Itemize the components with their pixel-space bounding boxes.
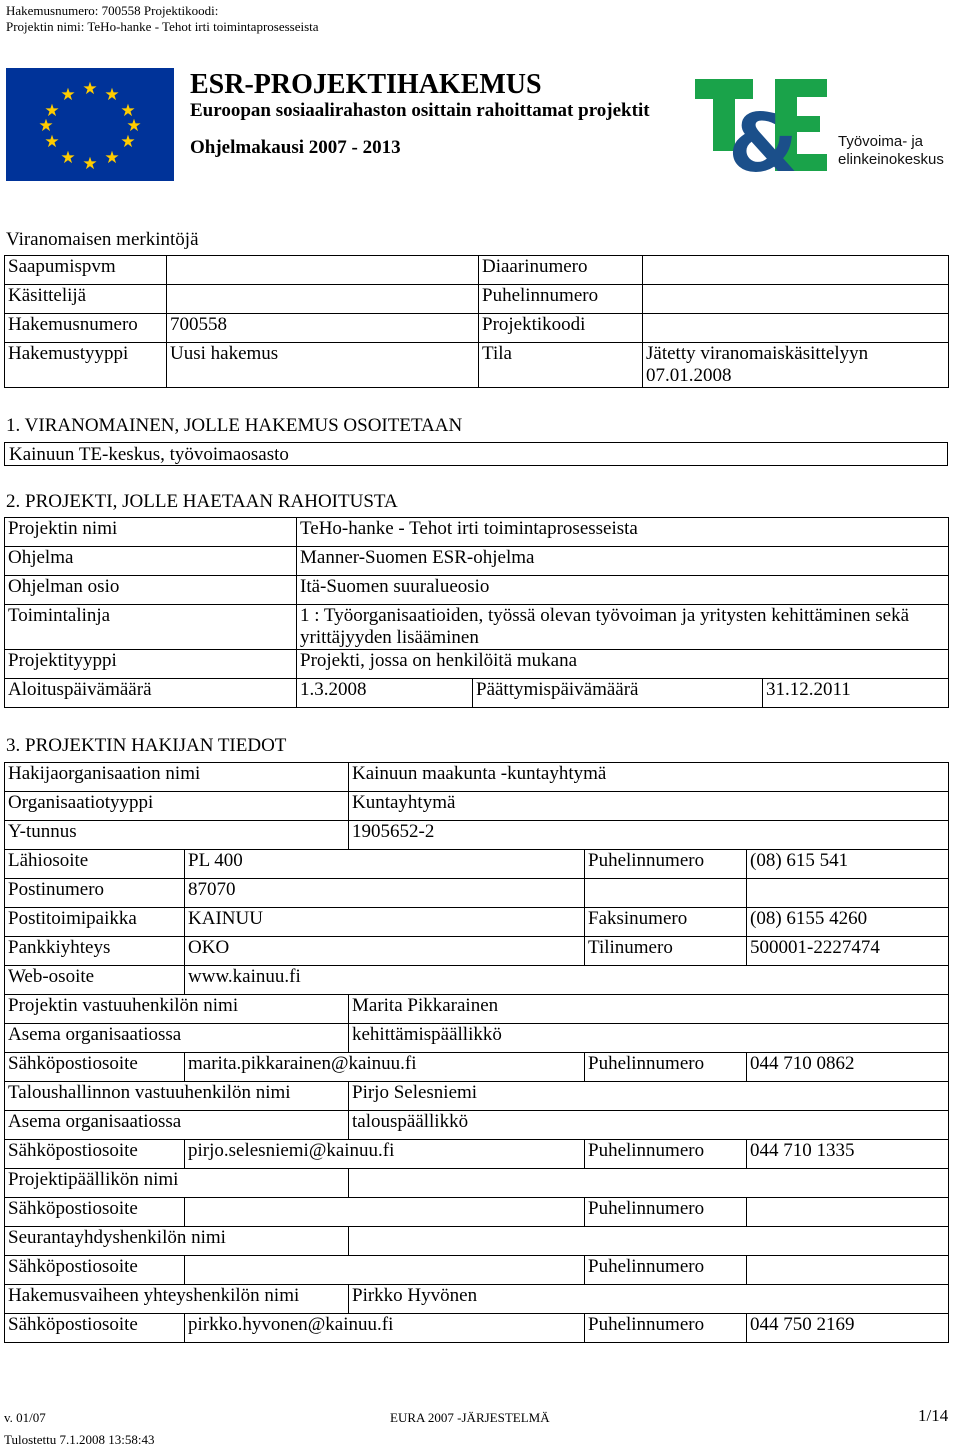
puhelinnumero-label: Puhelinnumero [585, 1140, 747, 1169]
seurantayhdyshenkilo-value [349, 1227, 949, 1256]
puhelinnumero-value [747, 1198, 949, 1227]
tila-value: Jätetty viranomaiskäsittelyyn 07.01.2008 [643, 343, 949, 388]
empty-label [585, 879, 747, 908]
projektikoodi-value [643, 314, 949, 343]
table-row [5, 995, 949, 1024]
projektikoodi-label: Projektikoodi [479, 314, 643, 343]
hakemusnumero-label: Hakemusnumero [5, 314, 167, 343]
aloituspaivamaara-label: Aloituspäivämäärä [5, 679, 297, 708]
program-period: Ohjelmakausi 2007 - 2013 [190, 137, 401, 158]
puhelinnumero-value: 044 710 0862 [747, 1053, 949, 1082]
saapumispvm-value [167, 256, 479, 285]
table-row [5, 1169, 949, 1198]
diaarinumero-label: Diaarinumero [479, 256, 643, 285]
authority-table [4, 255, 949, 388]
lahiosoite-label: Lähiosoite [5, 850, 185, 879]
applicant-table [4, 762, 949, 1343]
table-row [5, 879, 949, 908]
table-row [5, 518, 949, 547]
ohjelma-label: Ohjelma [5, 547, 297, 576]
table-row [5, 792, 949, 821]
web-osoite-label: Web-osoite [5, 966, 185, 995]
header-line-1: Hakemusnumero: 700558 Projektikoodi: [6, 3, 219, 18]
table-row [5, 605, 949, 650]
footer-page-number: 1/14 [918, 1406, 949, 1425]
footer-printed: Tulostettu 7.1.2008 13:58:43 [4, 1432, 155, 1447]
sahkoposti-value [185, 1256, 585, 1285]
kasittelija-label: Käsittelijä [5, 285, 167, 314]
section-2-heading: 2. PROJEKTI, JOLLE HAETAAN RAHOITUSTA [6, 491, 398, 512]
sahkoposti-label: Sähköpostiosoite [5, 1140, 185, 1169]
table-row [5, 1314, 949, 1343]
table-row [5, 285, 949, 314]
svg-text:★: ★ [104, 148, 120, 168]
sahkoposti-label: Sähköpostiosoite [5, 1314, 185, 1343]
authority-heading: Viranomaisen merkintöjä [6, 229, 199, 250]
footer-version: v. 01/07 [4, 1410, 46, 1425]
sahkoposti-label: Sähköpostiosoite [5, 1256, 185, 1285]
projektityyppi-label: Projektityyppi [5, 650, 297, 679]
puhelinnumero-label: Puhelinnumero [479, 285, 643, 314]
hakemusvaihe-value: Pirkko Hyvönen [349, 1285, 949, 1314]
tilinumero-label: Tilinumero [585, 937, 747, 966]
header-line-2: Projektin nimi: TeHo-hanke - Tehot irti toimintaprosesseista [6, 19, 319, 34]
organisaatiotyyppi-value: Kuntayhtymä [349, 792, 949, 821]
table-row [5, 1024, 949, 1053]
projektin-nimi-value: TeHo-hanke - Tehot irti toimintaprosesseista [297, 518, 949, 547]
hakemustyyppi-label: Hakemustyyppi [5, 343, 167, 388]
web-osoite-value: www.kainuu.fi [185, 966, 949, 995]
postinumero-label: Postinumero [5, 879, 185, 908]
table-row [5, 821, 949, 850]
table-row [5, 256, 949, 285]
table-row [5, 1256, 949, 1285]
taloushallinto-label: Taloushallinnon vastuuhenkilön nimi [5, 1082, 349, 1111]
y-tunnus-value: 1905652-2 [349, 821, 949, 850]
svg-text:★: ★ [60, 148, 76, 168]
table-row [5, 1111, 949, 1140]
puhelinnumero-label: Puhelinnumero [585, 850, 747, 879]
section-3-heading: 3. PROJEKTIN HAKIJAN TIEDOT [6, 735, 287, 756]
taloushallinto-value: Pirjo Selesniemi [349, 1082, 949, 1111]
svg-text:★: ★ [104, 85, 120, 105]
puhelinnumero-label: Puhelinnumero [585, 1053, 747, 1082]
table-row [5, 1082, 949, 1111]
svg-text:★: ★ [120, 101, 136, 121]
svg-text:★: ★ [82, 154, 98, 174]
paattymispaivamaara-value: 31.12.2011 [763, 679, 949, 708]
svg-text:&: & [728, 97, 798, 179]
table-row [5, 547, 949, 576]
tila-label: Tila [479, 343, 643, 388]
puhelinnumero-value: (08) 615 541 [747, 850, 949, 879]
project-table [4, 517, 949, 708]
paattymispaivamaara-label: Päättymispäivämäärä [473, 679, 763, 708]
pankkiyhteys-value: OKO [185, 937, 585, 966]
eu-flag-logo [6, 68, 174, 181]
vastuuhenkilo-label: Projektin vastuuhenkilön nimi [5, 995, 349, 1024]
hakemustyyppi-value: Uusi hakemus [167, 343, 479, 388]
document-title: ESR-PROJEKTIHAKEMUS [190, 69, 542, 100]
svg-text:★: ★ [44, 132, 60, 152]
ohjelma-value: Manner-Suomen ESR-ohjelma [297, 547, 949, 576]
sahkoposti-label: Sähköpostiosoite [5, 1198, 185, 1227]
toimintalinja-value: 1 : Työorganisaatioiden, työssä olevan työvoiman ja yritysten kehittäminen sekä yrittäjyyden lisääminen [297, 605, 949, 650]
aloituspaivamaara-value: 1.3.2008 [297, 679, 473, 708]
asema-value: talouspäällikkö [349, 1111, 949, 1140]
saapumispvm-label: Saapumispvm [5, 256, 167, 285]
table-row [5, 850, 949, 879]
table-row [5, 1053, 949, 1082]
asema-value: kehittämispäällikkö [349, 1024, 949, 1053]
table-row [5, 1140, 949, 1169]
hakemusnumero-value: 700558 [167, 314, 479, 343]
ohjelman-osio-value: Itä-Suomen suuralueosio [297, 576, 949, 605]
authority-name: Kainuun TE-keskus, työvoimaosasto [4, 442, 948, 466]
section-1-heading: 1. VIRANOMAINEN, JOLLE HAKEMUS OSOITETAAN [6, 415, 463, 436]
table-row [5, 937, 949, 966]
postitoimipaikka-value: KAINUU [185, 908, 585, 937]
svg-text:★: ★ [120, 132, 136, 152]
lahiosoite-value: PL 400 [185, 850, 585, 879]
table-row [5, 763, 949, 792]
puhelinnumero-value: 044 710 1335 [747, 1140, 949, 1169]
document-subtitle: Euroopan sosiaalirahaston osittain rahoittamat projektit [190, 100, 650, 121]
hakemusvaihe-label: Hakemusvaiheen yhteyshenkilön nimi [5, 1285, 349, 1314]
svg-text:★: ★ [126, 116, 142, 136]
seurantayhdyshenkilo-label: Seurantayhdyshenkilön nimi [5, 1227, 349, 1256]
puhelinnumero-value [747, 1256, 949, 1285]
y-tunnus-label: Y-tunnus [5, 821, 349, 850]
organisaatiotyyppi-label: Organisaatiotyyppi [5, 792, 349, 821]
table-row [5, 966, 949, 995]
diaarinumero-value [643, 256, 949, 285]
sahkoposti-value [185, 1198, 585, 1227]
sahkoposti-value: marita.pikkarainen@kainuu.fi [185, 1053, 585, 1082]
te-keskus-name: Työvoima- ja elinkeinokeskus [838, 133, 944, 168]
postinumero-value: 87070 [185, 879, 585, 908]
sahkoposti-label: Sähköpostiosoite [5, 1053, 185, 1082]
svg-text:★: ★ [60, 85, 76, 105]
faksinumero-label: Faksinumero [585, 908, 747, 937]
table-row [5, 1285, 949, 1314]
table-row [5, 343, 949, 388]
puhelinnumero-label: Puhelinnumero [585, 1314, 747, 1343]
hakijaorganisaatio-label: Hakijaorganisaation nimi [5, 763, 349, 792]
ohjelman-osio-label: Ohjelman osio [5, 576, 297, 605]
sahkoposti-value: pirkko.hyvonen@kainuu.fi [185, 1314, 585, 1343]
postitoimipaikka-label: Postitoimipaikka [5, 908, 185, 937]
empty-value [747, 879, 949, 908]
table-row [5, 1198, 949, 1227]
puhelinnumero-label: Puhelinnumero [585, 1256, 747, 1285]
sahkoposti-value: pirjo.selesniemi@kainuu.fi [185, 1140, 585, 1169]
puhelinnumero-label: Puhelinnumero [585, 1198, 747, 1227]
projektityyppi-value: Projekti, jossa on henkilöitä mukana [297, 650, 949, 679]
projektipaallikko-label: Projektipäällikön nimi [5, 1169, 349, 1198]
footer-system: EURA 2007 -JÄRJESTELMÄ [390, 1410, 550, 1425]
svg-text:★: ★ [44, 101, 60, 121]
asema-label: Asema organisaatiossa [5, 1111, 349, 1140]
projektin-nimi-label: Projektin nimi [5, 518, 297, 547]
tilinumero-value: 500001-2227474 [747, 937, 949, 966]
pankkiyhteys-label: Pankkiyhteys [5, 937, 185, 966]
table-row [5, 679, 949, 708]
svg-text:★: ★ [38, 116, 54, 136]
table-row [5, 314, 949, 343]
svg-text:★: ★ [82, 79, 98, 99]
toimintalinja-label: Toimintalinja [5, 605, 297, 650]
puhelinnumero-value: 044 750 2169 [747, 1314, 949, 1343]
table-row [5, 1227, 949, 1256]
table-row [5, 650, 949, 679]
puhelinnumero-value [643, 285, 949, 314]
kasittelija-value [167, 285, 479, 314]
faksinumero-value: (08) 6155 4260 [747, 908, 949, 937]
table-row [5, 908, 949, 937]
asema-label: Asema organisaatiossa [5, 1024, 349, 1053]
hakijaorganisaatio-value: Kainuun maakunta -kuntayhtymä [349, 763, 949, 792]
table-row [5, 576, 949, 605]
projektipaallikko-value [349, 1169, 949, 1198]
vastuuhenkilo-value: Marita Pikkarainen [349, 995, 949, 1024]
